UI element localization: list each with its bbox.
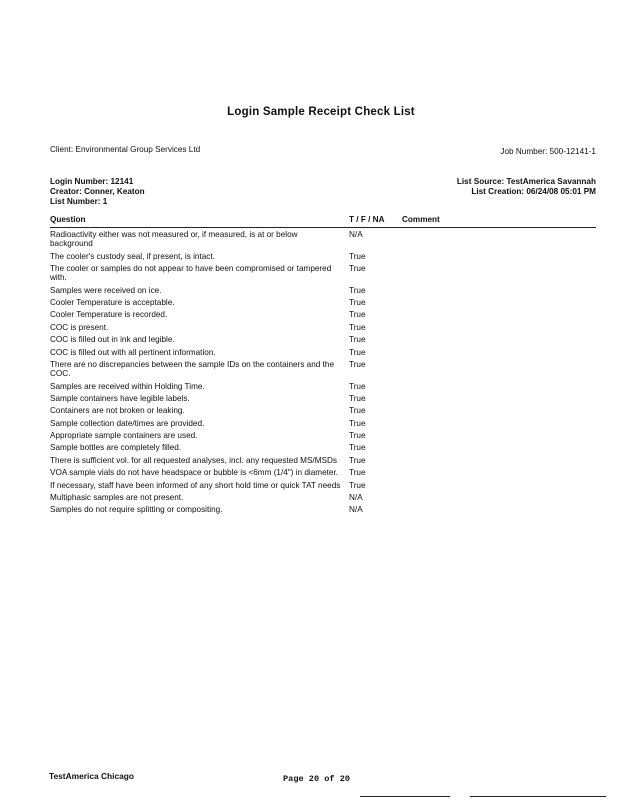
list-source: List Source: TestAmerica Savannah bbox=[456, 177, 596, 186]
question-text: Sample collection date/times are provided. bbox=[50, 418, 205, 428]
answer-value: True bbox=[349, 359, 366, 369]
header-rule bbox=[50, 227, 596, 228]
answer-value: N/A bbox=[349, 230, 363, 239]
question-text: Appropriate sample containers are used. bbox=[50, 431, 198, 441]
question-text: Containers are not broken or leaking. bbox=[50, 406, 185, 416]
page-number: Page 20 of 20 bbox=[283, 774, 351, 784]
table-row bbox=[50, 286, 596, 295]
answer-value: True bbox=[349, 455, 366, 465]
table-row bbox=[50, 335, 596, 344]
answer-value: True bbox=[349, 468, 366, 478]
answer-value: N/A bbox=[349, 493, 363, 503]
table-row bbox=[50, 419, 596, 428]
answer-value: True bbox=[349, 263, 366, 273]
question-text: The cooler or samples do not appear to have been compromised or tampered with. bbox=[50, 263, 332, 283]
question-text: Samples do not require splitting or compositing. bbox=[50, 505, 223, 515]
answer-value: True bbox=[349, 393, 366, 403]
footer-rule bbox=[470, 796, 606, 797]
table-row bbox=[50, 456, 596, 465]
table-row bbox=[50, 443, 596, 452]
question-text: Cooler Temperature is acceptable. bbox=[50, 297, 175, 307]
list-creation: List Creation: 06/24/08 05:01 PM bbox=[471, 187, 596, 196]
answer-value: True bbox=[349, 297, 366, 307]
table-row bbox=[50, 394, 596, 403]
answer-value: True bbox=[349, 251, 366, 261]
table-row bbox=[50, 348, 596, 357]
checklist-table bbox=[50, 230, 596, 518]
header-question: Question bbox=[50, 215, 86, 224]
table-row bbox=[50, 360, 596, 378]
header-comment: Comment bbox=[402, 215, 440, 224]
job-number: Job Number: 500-12141-1 bbox=[500, 147, 596, 156]
answer-value: True bbox=[349, 335, 366, 345]
table-row bbox=[50, 323, 596, 332]
answer-value: True bbox=[349, 480, 366, 490]
answer-value: True bbox=[349, 381, 366, 391]
answer-value: True bbox=[349, 418, 366, 428]
answer-value: True bbox=[349, 310, 366, 320]
table-row bbox=[50, 406, 596, 415]
creator: Creator: Conner, Keaton bbox=[50, 187, 145, 196]
list-meta bbox=[457, 177, 596, 197]
answer-value: True bbox=[349, 406, 366, 416]
question-text: COC is present. bbox=[50, 322, 109, 332]
question-text: Sample bottles are completely filled. bbox=[50, 443, 182, 453]
question-text: VOA sample vials do not have headspace or bubble is <6mm (1/4") in diameter. bbox=[50, 468, 339, 478]
list-number: List Number: 1 bbox=[50, 197, 108, 206]
question-text: Multiphasic samples are not present. bbox=[50, 493, 184, 503]
question-text: The cooler's custody seal, if present, is intact. bbox=[50, 251, 215, 261]
header-tfna: T / F / NA bbox=[349, 215, 385, 224]
table-row bbox=[50, 310, 596, 319]
login-number: Login Number: 12141 bbox=[50, 177, 134, 186]
table-row bbox=[50, 493, 596, 502]
login-meta bbox=[50, 177, 145, 207]
table-row bbox=[50, 468, 596, 477]
footer-rule bbox=[360, 796, 450, 797]
answer-value: True bbox=[349, 347, 366, 357]
question-text: If necessary, staff have been informed of any short hold time or quick TAT needs bbox=[50, 480, 341, 490]
answer-value: True bbox=[349, 285, 366, 295]
question-text: Samples were received on ice. bbox=[50, 285, 162, 295]
question-text: There are no discrepancies between the sample IDs on the containers and the COC. bbox=[50, 359, 335, 379]
answer-value: True bbox=[349, 431, 366, 441]
table-row bbox=[50, 264, 596, 282]
question-text: Cooler Temperature is recorded. bbox=[50, 310, 168, 320]
table-row bbox=[50, 252, 596, 261]
table-row bbox=[50, 505, 596, 514]
footer-lab: TestAmerica Chicago bbox=[49, 771, 135, 781]
question-text: Sample containers have legible labels. bbox=[50, 393, 190, 403]
table-row bbox=[50, 382, 596, 391]
document-title: Login Sample Receipt Check List bbox=[227, 106, 415, 118]
question-text: Samples are received within Holding Time. bbox=[50, 381, 205, 391]
answer-value: True bbox=[349, 322, 366, 332]
table-row bbox=[50, 230, 596, 248]
table-row bbox=[50, 481, 596, 490]
table-row bbox=[50, 298, 596, 307]
answer-value: True bbox=[349, 443, 366, 453]
answer-value: N/A bbox=[349, 505, 363, 515]
client-name: Client: Environmental Group Services Ltd bbox=[50, 145, 201, 154]
table-row bbox=[50, 431, 596, 440]
question-text: Radioactivity either was not measured or, if measured, is at or below background bbox=[50, 230, 298, 249]
question-text: There is sufficient vol. for all requested analyses, incl. any requested MS/MSDs bbox=[50, 455, 337, 465]
question-text: COC is filled out in ink and legible. bbox=[50, 335, 175, 345]
question-text: COC is filled out with all pertinent information. bbox=[50, 347, 216, 357]
